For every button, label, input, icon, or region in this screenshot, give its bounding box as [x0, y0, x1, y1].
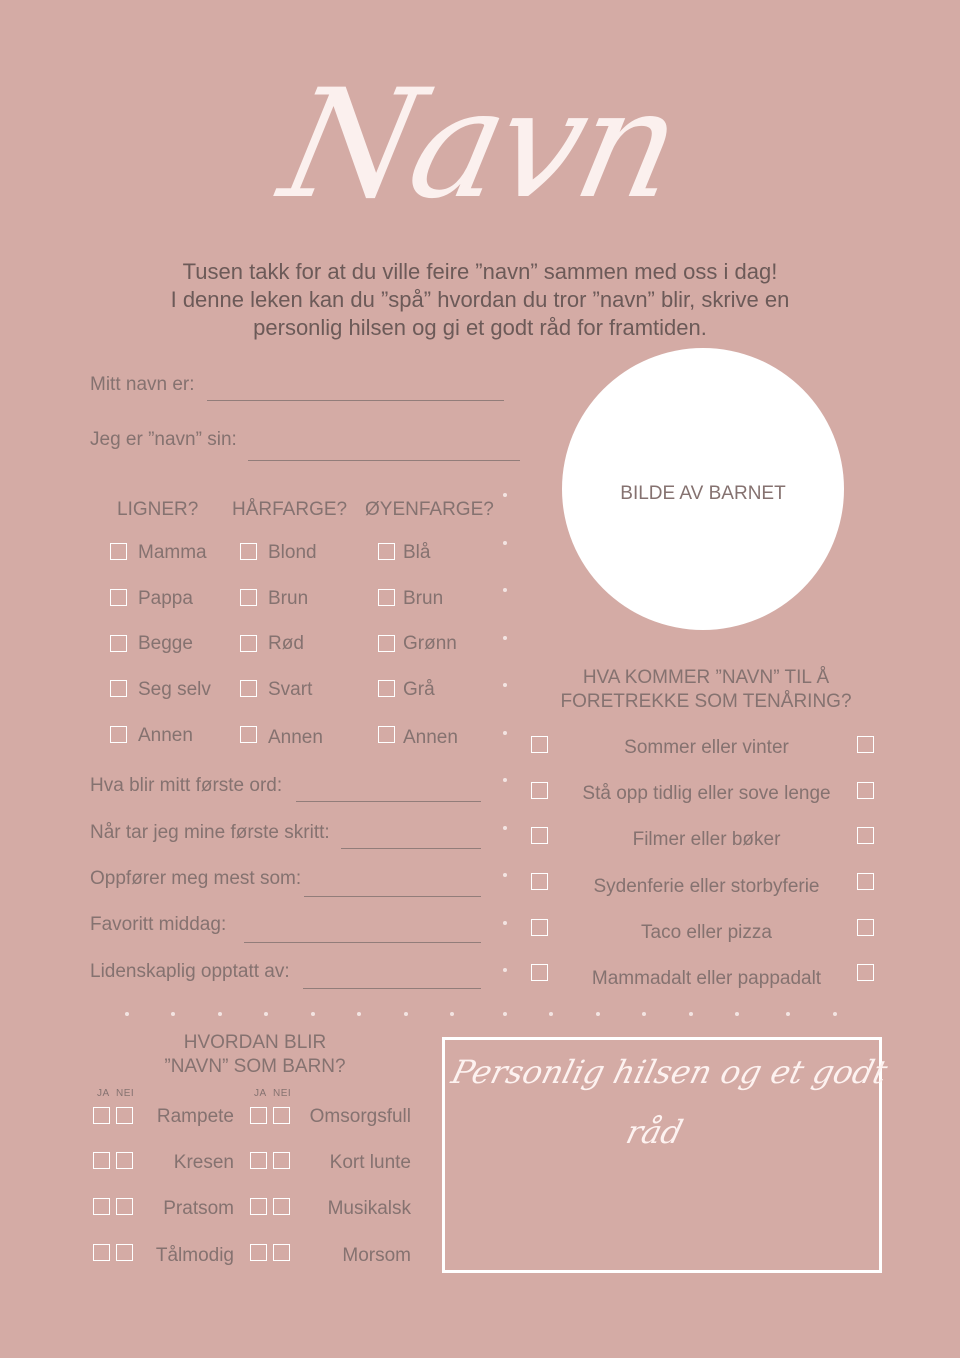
checkbox-oyenfarge-3[interactable] [378, 680, 395, 697]
teen-checkbox-right-3[interactable] [857, 873, 874, 890]
intro-line-1: Tusen takk for at du ville feire ”navn” sammen med oss i dag! [182, 259, 778, 284]
child-trait-left-0: Rampete [156, 1106, 234, 1127]
checkbox-harfarge-0[interactable] [240, 543, 257, 560]
divider-dot [503, 778, 507, 782]
divider-dot [735, 1012, 739, 1016]
child-trait-left-1: Kresen [173, 1152, 234, 1173]
child-trait-right-2: Musikalsk [327, 1198, 411, 1219]
message-title: Personlig hilsen og et godt råd [447, 1053, 892, 1151]
divider-dot [311, 1012, 315, 1016]
checkbox-ligner-0[interactable] [110, 543, 127, 560]
divider-dot [171, 1012, 175, 1016]
teen-option-1: Stå opp tidlig eller sove lenge [582, 783, 831, 804]
teen-heading [520, 666, 892, 714]
option-harfarge-0: Blond [268, 542, 317, 563]
teen-option-5: Mammadalt eller pappadalt [591, 968, 822, 989]
child-heading-line-1: HVORDAN BLIR [183, 1032, 327, 1053]
option-harfarge-4: Annen [268, 727, 323, 748]
child-left-nei-0[interactable] [116, 1107, 133, 1124]
divider-dot [503, 873, 507, 877]
field-label-first-word: Hva blir mitt første ord: [90, 775, 283, 796]
option-oyenfarge-4: Annen [403, 727, 458, 748]
divider-dot [503, 541, 507, 545]
checkbox-harfarge-4[interactable] [240, 726, 257, 743]
field-label-first-steps: Når tar jeg mine første skritt: [90, 822, 330, 843]
checkbox-harfarge-2[interactable] [240, 635, 257, 652]
divider-dot [125, 1012, 129, 1016]
option-oyenfarge-0: Blå [403, 542, 431, 563]
child-left-ja-3[interactable] [93, 1244, 110, 1261]
field-line-first-word[interactable] [296, 801, 481, 802]
field-line-behaves-like[interactable] [304, 896, 481, 897]
divider-dot [833, 1012, 837, 1016]
child-right-nei-1[interactable] [273, 1152, 290, 1169]
divider-dot [503, 826, 507, 830]
intro-text [120, 258, 840, 342]
checkbox-ligner-2[interactable] [110, 635, 127, 652]
page-title: Navn [268, 58, 692, 232]
child-right-ja-0[interactable] [250, 1107, 267, 1124]
field-label-passion: Lidenskaplig opptatt av: [90, 961, 290, 982]
teen-heading-line-2: FORETREKKE SOM TENÅRING? [560, 691, 852, 712]
field-label-relation: Jeg er ”navn” sin: [90, 429, 237, 450]
teen-checkbox-right-1[interactable] [857, 782, 874, 799]
option-ligner-2: Begge [138, 633, 193, 654]
divider-dot [786, 1012, 790, 1016]
teen-option-3: Sydenferie eller storbyferie [593, 876, 820, 897]
divider-dot [503, 921, 507, 925]
child-trait-right-0: Omsorgsfull [309, 1106, 411, 1127]
divider-dot [450, 1012, 454, 1016]
header-ligner: LIGNER? [117, 499, 199, 520]
checkbox-oyenfarge-1[interactable] [378, 589, 395, 606]
checkbox-oyenfarge-4[interactable] [378, 726, 395, 743]
option-ligner-4: Annen [138, 725, 193, 746]
child-right-nei-3[interactable] [273, 1244, 290, 1261]
divider-dot [503, 1012, 507, 1016]
teen-option-2: Filmer eller bøker [632, 829, 781, 850]
teen-checkbox-left-5[interactable] [531, 964, 548, 981]
divider-dot [503, 636, 507, 640]
field-label-favorite-dinner: Favoritt middag: [90, 914, 227, 935]
divider-dot [642, 1012, 646, 1016]
intro-line-3: personlig hilsen og gi et godt råd for framtiden. [253, 315, 707, 340]
divider-dot [503, 731, 507, 735]
child-trait-left-3: Tålmodig [155, 1245, 234, 1266]
option-oyenfarge-3: Grå [403, 679, 435, 700]
child-right-ja-1[interactable] [250, 1152, 267, 1169]
teen-heading-line-1: HVA KOMMER ”NAVN” TIL Å [582, 667, 830, 688]
child-right-nei-2[interactable] [273, 1198, 290, 1215]
checkbox-harfarge-3[interactable] [240, 680, 257, 697]
teen-option-4: Taco eller pizza [641, 922, 772, 943]
child-trait-left-2: Pratsom [163, 1198, 234, 1219]
divider-dot [264, 1012, 268, 1016]
child-left-ja-1[interactable] [93, 1152, 110, 1169]
child-trait-right-1: Kort lunte [329, 1152, 411, 1173]
child-left-ja-2[interactable] [93, 1198, 110, 1215]
teen-option-0: Sommer eller vinter [624, 737, 789, 758]
child-trait-right-3: Morsom [342, 1245, 411, 1266]
child-right-nei-0[interactable] [273, 1107, 290, 1124]
field-line-favorite-dinner[interactable] [244, 942, 481, 943]
divider-dot [596, 1012, 600, 1016]
divider-dot [218, 1012, 222, 1016]
field-line-name[interactable] [207, 400, 504, 401]
nei-label-right: NEI [273, 1088, 292, 1099]
checkbox-ligner-3[interactable] [110, 680, 127, 697]
teen-checkbox-left-4[interactable] [531, 919, 548, 936]
option-ligner-3: Seg selv [138, 679, 211, 700]
option-ligner-0: Mamma [138, 542, 207, 563]
divider-dot [549, 1012, 553, 1016]
nei-label-left: NEI [116, 1088, 135, 1099]
divider-dot [503, 968, 507, 972]
divider-dot [404, 1012, 408, 1016]
teen-checkbox-left-3[interactable] [531, 873, 548, 890]
header-oyenfarge: ØYENFARGE? [365, 499, 494, 520]
divider-dot [357, 1012, 361, 1016]
option-harfarge-3: Svart [268, 679, 313, 700]
teen-checkbox-right-0[interactable] [857, 736, 874, 753]
intro-line-2: I denne leken kan du ”spå” hvordan du tror ”navn” blir, skrive en [170, 287, 790, 312]
divider-dot [503, 588, 507, 592]
teen-checkbox-left-0[interactable] [531, 736, 548, 753]
checkbox-oyenfarge-2[interactable] [378, 635, 395, 652]
child-left-ja-0[interactable] [93, 1107, 110, 1124]
child-heading-line-2: ”NAVN” SOM BARN? [164, 1056, 346, 1077]
teen-checkbox-right-2[interactable] [857, 827, 874, 844]
teen-checkbox-right-5[interactable] [857, 964, 874, 981]
divider-dot [503, 683, 507, 687]
divider-dot [503, 493, 507, 497]
checkbox-ligner-1[interactable] [110, 589, 127, 606]
checkbox-harfarge-1[interactable] [240, 589, 257, 606]
divider-dot [689, 1012, 693, 1016]
child-left-nei-1[interactable] [116, 1152, 133, 1169]
photo-label: BILDE AV BARNET [620, 483, 786, 504]
field-line-passion[interactable] [303, 988, 481, 989]
field-label-behaves-like: Oppfører meg mest som: [90, 868, 302, 889]
child-left-nei-2[interactable] [116, 1198, 133, 1215]
child-left-nei-3[interactable] [116, 1244, 133, 1261]
option-oyenfarge-2: Grønn [403, 633, 457, 654]
checkbox-ligner-4[interactable] [110, 726, 127, 743]
ja-label-right: JA [254, 1088, 267, 1099]
ja-label-left: JA [97, 1088, 110, 1099]
teen-checkbox-left-2[interactable] [531, 827, 548, 844]
child-right-ja-2[interactable] [250, 1198, 267, 1215]
teen-checkbox-right-4[interactable] [857, 919, 874, 936]
checkbox-oyenfarge-0[interactable] [378, 543, 395, 560]
option-harfarge-1: Brun [268, 588, 309, 609]
child-right-ja-3[interactable] [250, 1244, 267, 1261]
teen-checkbox-left-1[interactable] [531, 782, 548, 799]
option-harfarge-2: Rød [268, 633, 304, 654]
field-line-relation[interactable] [248, 460, 520, 461]
header-harfarge: HÅRFARGE? [232, 499, 348, 520]
option-oyenfarge-1: Brun [403, 588, 444, 609]
field-line-first-steps[interactable] [341, 848, 481, 849]
child-heading [120, 1031, 390, 1079]
field-label-name: Mitt navn er: [90, 374, 195, 395]
option-ligner-1: Pappa [138, 588, 193, 609]
